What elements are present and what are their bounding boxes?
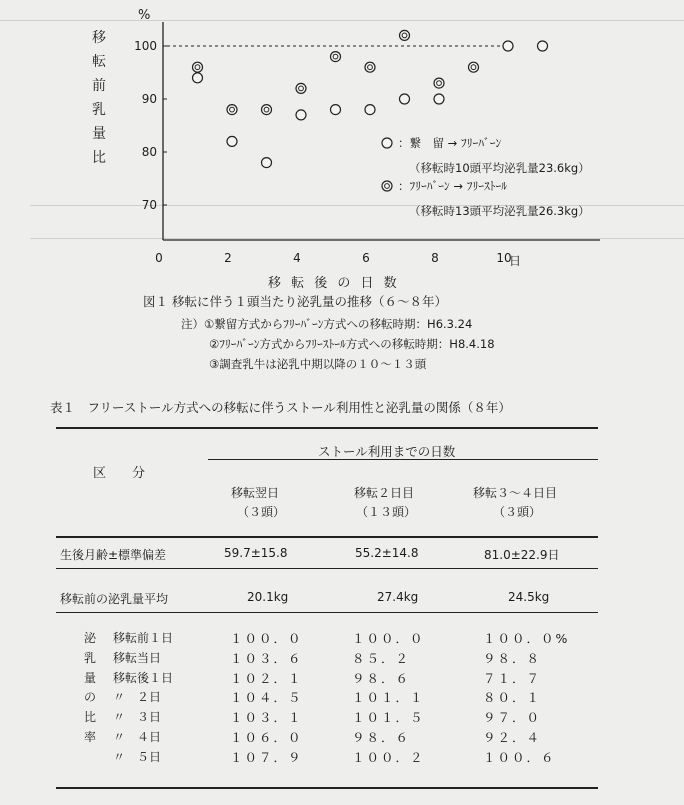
- group-header: ストール利用までの日数: [318, 444, 456, 459]
- data-point-s1: [469, 62, 479, 72]
- table-row-rule: [56, 568, 598, 569]
- y-axis-label-char: 転: [92, 54, 106, 70]
- data-point-s1-outer: [365, 62, 375, 72]
- column-header: 移転３～４日目: [473, 486, 558, 500]
- data-point-s1-outer: [469, 62, 479, 72]
- table-bottom-rule: [56, 787, 598, 789]
- legend-marker: [382, 181, 392, 191]
- milk-value: 20.1kg: [247, 590, 289, 604]
- data-point-s1: [434, 78, 444, 88]
- ratio-value: １００．０: [230, 631, 303, 646]
- y-axis-label-char: 量: [92, 126, 106, 142]
- data-point-s1-outer: [400, 30, 410, 40]
- data-point-s0-outer: [331, 105, 341, 115]
- chart-ticks: [134, 39, 512, 265]
- ratio-label-char: の: [84, 690, 97, 705]
- age-value: 59.7±15.8: [224, 546, 288, 560]
- data-point-s1-outer: [434, 78, 444, 88]
- ratio-label-char: 率: [84, 730, 97, 744]
- data-point-s1-outer: [193, 62, 203, 72]
- data-point-s0-outer: [227, 136, 237, 146]
- data-point-s0-outer: [400, 94, 410, 104]
- data-point-s1-outer: [331, 52, 341, 62]
- ratio-value: ８５．２: [352, 650, 411, 666]
- table-row-rule: [56, 612, 598, 613]
- legend-sub: （移転時10頭平均泌乳量23.6kg）: [409, 161, 590, 175]
- data-point-s1: [331, 52, 341, 62]
- data-point-s0: [227, 136, 237, 146]
- ratio-value: ９８．６: [352, 730, 411, 745]
- ratio-value: ９８．６: [352, 670, 411, 686]
- ratio-value: １０１．１: [352, 690, 425, 706]
- legend-marker-outer: [382, 181, 392, 191]
- ratio-value: ９２．４: [483, 730, 542, 745]
- table-title: 表１ フリーストール方式への移転に伴うストール利用性と泌乳量の関係（８年）: [50, 400, 511, 415]
- ratio-value: １０６．０: [230, 730, 303, 745]
- data-point-s0: [193, 73, 203, 83]
- figure-caption: 図１ 移転に伴う１頭当たり泌乳量の推移（６～８年）: [143, 294, 447, 309]
- ratio-value: ９７．０: [483, 710, 542, 726]
- ratio-row-label: 〃 ５日: [113, 749, 162, 764]
- age-value: 55.2±14.8: [355, 546, 419, 560]
- data-point-s0: [296, 110, 306, 120]
- data-point-s0-outer: [193, 73, 203, 83]
- category-header: 区 分: [93, 466, 146, 481]
- chart-legend: [382, 136, 590, 218]
- x-tick-label: 6: [362, 251, 370, 265]
- x-tick-label: 4: [293, 251, 301, 265]
- figure-note-1: 注）①繋留方式からﾌﾘｰﾊﾞｰﾝ方式への移転時期：H6.3.24: [181, 317, 473, 331]
- data-point-s1-outer: [262, 105, 272, 115]
- column-count: （３頭）: [237, 505, 286, 519]
- ratio-row-label: 〃 ３日: [113, 710, 162, 725]
- data-point-s0-outer: [503, 41, 513, 51]
- data-point-s1: [296, 83, 306, 93]
- column-header: 移転翌日: [231, 486, 280, 500]
- data-point-s0: [503, 41, 513, 51]
- column-header: 移転２日目: [354, 486, 415, 500]
- data-point-s0: [331, 105, 341, 115]
- ratio-row-label: 移転後１日: [113, 670, 174, 685]
- ratio-label-char: 泌: [84, 631, 97, 645]
- ratio-row-label: 〃 ４日: [113, 730, 162, 744]
- ratio-value: １００．２: [352, 749, 425, 765]
- ratio-value: １０２．１: [230, 670, 303, 686]
- data-point-s0: [400, 94, 410, 104]
- age-value: 81.0±22.9日: [484, 548, 560, 562]
- data-point-s1-outer: [296, 83, 306, 93]
- ratio-value: １０７．９: [230, 749, 303, 765]
- x-tick-label: 2: [224, 251, 232, 265]
- milk-value: 24.5kg: [508, 590, 550, 604]
- ratio-row-label: 移転前１日: [113, 631, 174, 645]
- data-point-s1: [400, 30, 410, 40]
- ratio-value: １０３．６: [230, 650, 303, 666]
- data-point-s0: [434, 94, 444, 104]
- y-tick-label: 90: [141, 92, 157, 106]
- data-point-s1: [227, 105, 237, 115]
- x-tick-label: 10: [496, 251, 512, 265]
- legend-sub: （移転時13頭平均泌乳量26.3kg）: [409, 204, 590, 218]
- figure-note-2: ②ﾌﾘｰﾊﾞｰﾝ方式からﾌﾘｰｽﾄｰﾙ方式への移転時期：H8.4.18: [209, 337, 495, 351]
- group-header-rule: [208, 459, 598, 460]
- data-point-s1: [262, 105, 272, 115]
- ratio-value: １００．６: [483, 749, 556, 765]
- data-point-s0: [538, 41, 548, 51]
- figure-note-3: ③調査乳牛は泌乳中期以降の１０～１３頭: [209, 357, 427, 371]
- x-tick-label: 0: [155, 251, 163, 265]
- ratio-value: １００．０%: [483, 631, 570, 646]
- data-point-s0-outer: [262, 158, 272, 168]
- y-tick-label: 70: [141, 198, 157, 212]
- data-point-s0-outer: [365, 105, 375, 115]
- legend-marker-outer: [382, 138, 392, 148]
- y-tick-label: 80: [141, 145, 157, 159]
- data-point-s0: [365, 105, 375, 115]
- ratio-label-char: 乳: [84, 650, 97, 665]
- y-tick-label: 100: [134, 39, 157, 53]
- data-point-s0-outer: [434, 94, 444, 104]
- x-tick-label: 8: [431, 251, 439, 265]
- y-axis-label-char: 移: [92, 30, 106, 46]
- y-axis-label-char: 乳: [92, 102, 106, 118]
- data-point-s0-outer: [296, 110, 306, 120]
- milk-row-label: 移転前の泌乳量平均: [60, 592, 169, 606]
- ratio-label-char: 比: [84, 710, 97, 725]
- ratio-row-label: 移転当日: [113, 650, 162, 665]
- y-axis-label-char: 前: [92, 78, 106, 94]
- milk-value: 27.4kg: [377, 590, 419, 604]
- y-unit-label: %: [138, 8, 151, 23]
- data-point-s0-outer: [538, 41, 548, 51]
- legend-label: ：ﾌﾘｰﾊﾞｰﾝ → ﾌﾘｰｽﾄｰﾙ: [398, 179, 507, 193]
- ratio-row-label: 〃 ２日: [113, 690, 162, 705]
- legend-marker: [382, 138, 392, 148]
- legend-label: ：繋 留 → ﾌﾘｰﾊﾞｰﾝ: [398, 136, 502, 150]
- data-point-s1-outer: [227, 105, 237, 115]
- y-axis-label-char: 比: [92, 150, 106, 166]
- x-unit-label: 日: [509, 254, 522, 268]
- data-point-s1: [193, 62, 203, 72]
- table-header-rule: [56, 536, 598, 538]
- data-point-s1: [365, 62, 375, 72]
- ratio-label-char: 量: [84, 670, 97, 685]
- age-row-label: 生後月齢±標準偏差: [60, 548, 167, 562]
- ratio-value: ８０．１: [483, 690, 542, 706]
- ratio-value: １０４．５: [230, 690, 303, 706]
- ratio-value: １００．０: [352, 631, 425, 646]
- data-point-s0: [262, 158, 272, 168]
- table-top-rule: [56, 427, 598, 429]
- ratio-value: １０３．１: [230, 710, 303, 726]
- ratio-value: ７１．７: [483, 670, 542, 686]
- column-count: （１３頭）: [356, 505, 417, 519]
- x-axis-label: 移 転 後 の 日 数: [268, 276, 400, 291]
- ratio-value: ９８．８: [483, 650, 542, 666]
- column-count: （３頭）: [493, 505, 542, 519]
- ratio-value: １０１．５: [352, 710, 425, 726]
